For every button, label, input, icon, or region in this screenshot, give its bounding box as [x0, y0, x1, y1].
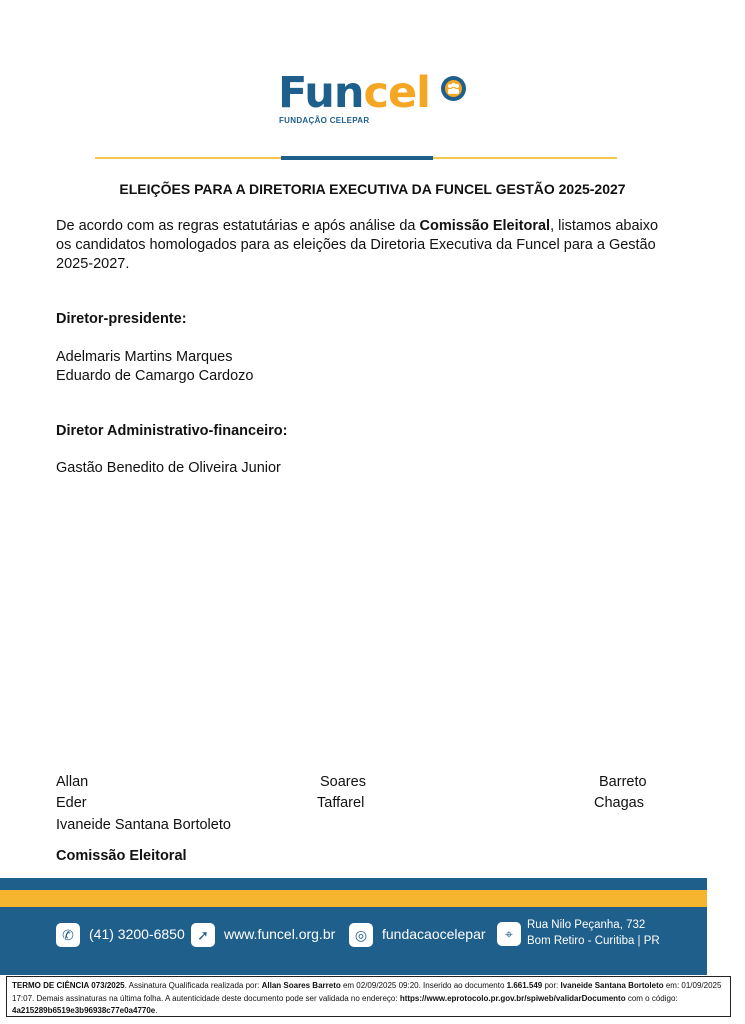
term-id: TERMO DE CIÊNCIA 073/2025: [12, 981, 125, 990]
role-heading: Diretor-presidente:: [56, 311, 187, 327]
candidate-name: Eduardo de Camargo Cardozo: [56, 368, 254, 384]
footer-stripe-yellow: [0, 890, 707, 907]
signature-last-name: Barreto: [599, 774, 647, 790]
candidate-name: Adelmaris Martins Marques: [56, 349, 233, 365]
funcel-logo: [278, 68, 478, 130]
term-text: .: [155, 1006, 158, 1015]
address-line-2: Bom Retiro - Curitiba | PR: [527, 935, 660, 947]
header-divider-accent: [281, 156, 433, 160]
validation-url[interactable]: https://www.eprotocolo.pr.gov.br/spiweb/validarDocumento: [399, 993, 626, 1003]
intro-text-2: , listamos abaixo os candidatos homologados para as eleições da Diretoria Executiva da Funcel para a Gestão 2025-2027.: [56, 218, 659, 272]
term-text: . Assinatura Qualificada realizada por:: [124, 981, 262, 990]
signature-middle-name: Soares: [320, 774, 366, 790]
term-text: com o código:: [625, 993, 678, 1003]
signature-full-name: Ivaneide Santana Bortoleto: [56, 817, 231, 833]
footer-stripe: [0, 878, 707, 890]
logo-word-cel: cel: [363, 68, 430, 118]
signature-term-box: [6, 976, 731, 1017]
intro-text-1: De acordo com as regras estatutárias e após análise da: [56, 218, 420, 234]
instagram-icon: ◎: [349, 923, 373, 947]
intro-paragraph: [56, 217, 666, 274]
term-doc-number: 1.661.549: [506, 981, 543, 990]
location-pin-icon: ⌖: [497, 922, 521, 946]
validation-code: 4a215289b6519e3b96938c77e0a4770e: [12, 1006, 156, 1015]
role-heading: Diretor Administrativo-financeiro:: [56, 423, 288, 439]
logo-wordmark: [278, 68, 430, 118]
document-title: ELEIÇÕES PARA A DIRETORIA EXECUTIVA DA FUNCEL GESTÃO 2025-2027: [119, 181, 626, 197]
footer-instagram-text[interactable]: fundacaocelepar: [382, 926, 486, 942]
footer-website-text[interactable]: www.funcel.org.br: [224, 926, 336, 942]
signature-first-name: Allan: [56, 774, 89, 790]
logo-word-fun: Fun: [278, 68, 364, 118]
signature-first-name: Eder: [56, 795, 87, 811]
people-icon: [441, 76, 466, 101]
phone-icon: ✆: [56, 923, 80, 947]
logo-subtitle: FUNDAÇÃO CELEPAR: [279, 116, 370, 125]
committee-label: Comissão Eleitoral: [56, 848, 187, 864]
intro-bold: Comissão Eleitoral: [419, 218, 551, 234]
signature-last-name: Chagas: [594, 795, 644, 811]
cursor-click-icon: ➚: [191, 923, 215, 947]
term-text: por:: [542, 981, 561, 990]
signature-middle-name: Taffarel: [317, 795, 365, 811]
term-text: em: 01/09/2025 17:07. Demais assinaturas na última folha. A autenticidade deste documento pode ser validada no endereço:: [12, 981, 722, 1003]
term-signer: Allan Soares Barreto: [261, 981, 341, 990]
footer-phone-text: (41) 3200-6850: [89, 926, 185, 942]
term-text: em 02/09/2025 09:20. Inserido ao documento: [340, 981, 507, 990]
footer-bar: [0, 907, 707, 975]
candidate-name: Gastão Benedito de Oliveira Junior: [56, 460, 281, 476]
term-inserter: Ivaneide Santana Bortoleto: [560, 981, 664, 990]
address-line-1: Rua Nilo Peçanha, 732: [527, 919, 646, 931]
